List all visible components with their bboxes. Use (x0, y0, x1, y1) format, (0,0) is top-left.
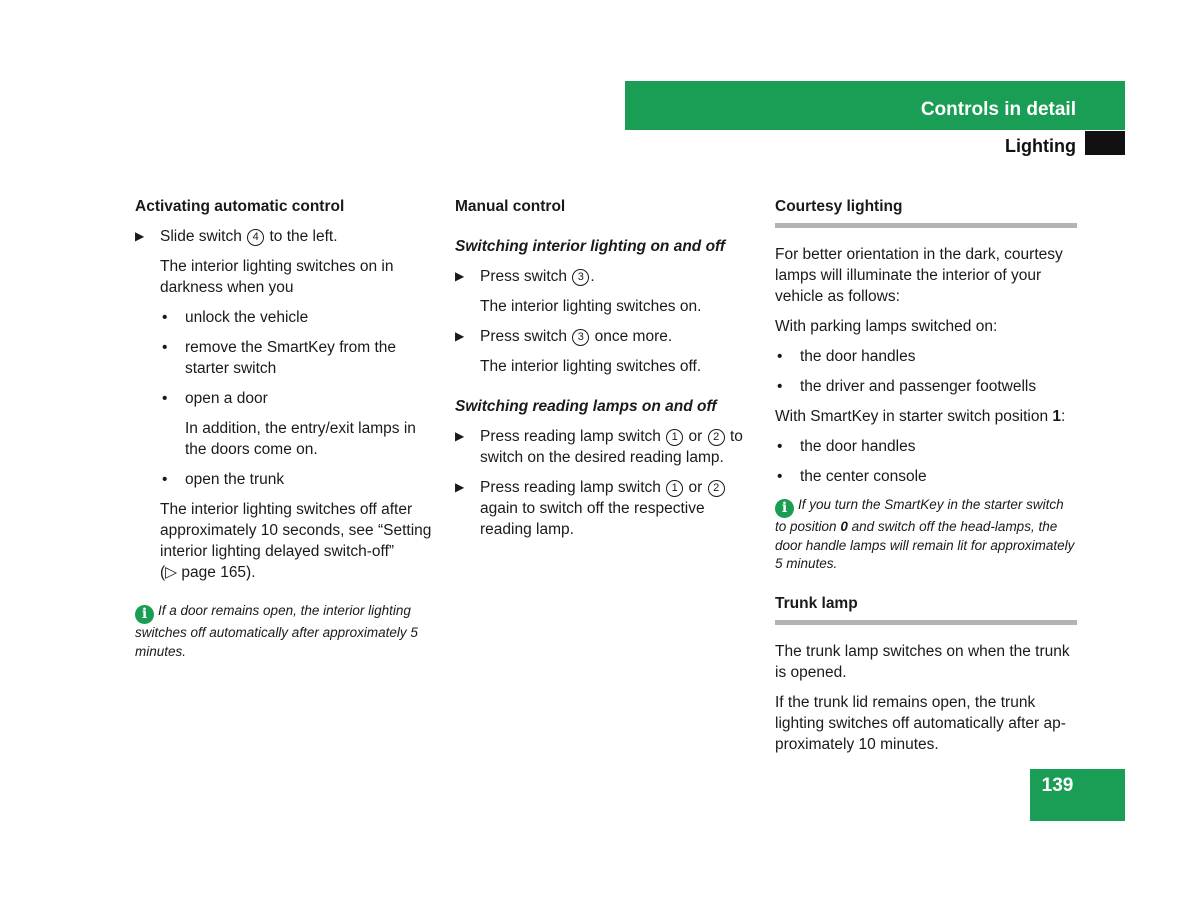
bullet-icon: • (777, 468, 783, 485)
sub-note: In addition, the entry/exit lamps in the doors come on. (185, 420, 416, 458)
step-arrow-icon: ▶ (135, 229, 145, 243)
step-arrow-icon: ▶ (455, 480, 465, 494)
info-note: i If a door remains open, the interior lighting switches off automatically after approximately 5 minutes. (135, 603, 418, 659)
paragraph: With parking lamps switched on: (775, 318, 998, 335)
list-item: • unlock the vehicle (162, 309, 309, 326)
bullet-icon: • (777, 348, 783, 365)
list-item: • remove the SmartKey from the starter switch (162, 339, 397, 377)
result-text: The interior lighting switches on. (480, 298, 702, 315)
paragraph: The trunk lamp switches on when the trunk is opened. (775, 642, 1070, 681)
subheading-reading-lamps: Switching reading lamps on and off (455, 398, 717, 415)
switch-number-badge: 1 (666, 429, 683, 446)
list-item: • open the trunk (162, 471, 285, 488)
heading-courtesy-lighting: Courtesy lighting (775, 198, 903, 215)
step-reading-lamp-off: ▶ Press reading lamp switch 1 or 2 again to switch off the respective reading lamp. (455, 477, 755, 540)
switch-number-badge: 2 (708, 480, 725, 497)
switch-number-badge: 3 (572, 269, 589, 286)
bullet-icon: • (162, 471, 168, 488)
subheading-interior-lighting: Switching interior lighting on and off (455, 238, 726, 255)
bullet-icon: • (162, 339, 168, 356)
step-press-switch-again: ▶ Press switch 3 once more. (455, 328, 673, 345)
switch-number-badge: 1 (666, 480, 683, 497)
paragraph: With SmartKey in starter switch position 1: (775, 408, 1066, 425)
info-icon: i (135, 605, 154, 624)
section-marker (1085, 131, 1125, 155)
step-arrow-icon: ▶ (455, 329, 465, 343)
step-arrow-icon: ▶ (455, 269, 465, 283)
step-press-switch: ▶ Press switch 3 . (455, 268, 595, 285)
heading-trunk-lamp: Trunk lamp (775, 594, 858, 612)
switch-number-badge: 3 (572, 329, 589, 346)
switch-number-badge: 4 (247, 229, 264, 246)
section-title: Lighting (1005, 136, 1076, 156)
heading-automatic-control: Activating automatic control (135, 198, 345, 215)
step-reading-lamp-on: ▶ Press reading lamp switch 1 or 2 to switch on the desired reading lamp. (455, 428, 743, 466)
result-text: The interior lighting switches off. (480, 358, 702, 375)
column-courtesy-lighting (775, 196, 1077, 764)
page-number: 139 (1041, 775, 1074, 796)
switch-number-badge: 2 (708, 429, 725, 446)
result-text: The interior lighting switches off after approximately 10 seconds, see “Setting interior lighting delayed switch-off” (▷ page 165). (160, 501, 432, 581)
bullet-icon: • (162, 390, 168, 407)
list-item: • the driver and passenger footwells (777, 378, 1037, 395)
list-item: • open a door (162, 390, 268, 407)
result-text: The interior lighting switches on in darkness when you (160, 258, 394, 296)
bullet-icon: • (777, 378, 783, 395)
heading-manual-control: Manual control (455, 198, 566, 215)
paragraph: For better orientation in the dark, courtesy lamps will illuminate the interior of your vehicle as follows: (775, 246, 1063, 305)
step-slide-switch: ▶ Slide switch 4 to the left. (135, 228, 338, 245)
page-reference[interactable]: page 165). (181, 564, 256, 581)
info-note: i If you turn the SmartKey in the starter switch to position 0 and switch off the head-lamps, the door handle lamps will remain lit for approximately 5 minutes. (775, 497, 1075, 571)
info-icon: i (775, 499, 794, 518)
list-item: • the door handles (777, 348, 916, 365)
chapter-title: Controls in detail (920, 99, 1076, 120)
heading-rule (775, 223, 1077, 228)
bullet-icon: • (162, 309, 168, 326)
column-manual-control (455, 196, 755, 549)
paragraph: If the trunk lid remains open, the trunk lighting switches off automatically after ap-proximately 10 minutes. (775, 693, 1066, 753)
bullet-icon: • (777, 438, 783, 455)
heading-rule (775, 620, 1077, 625)
column-automatic-control (135, 196, 435, 670)
list-item: • the door handles (777, 438, 916, 455)
page-ref-arrow-icon: ▷ (165, 564, 178, 581)
list-item: • the center console (777, 468, 927, 485)
step-arrow-icon: ▶ (455, 429, 465, 443)
